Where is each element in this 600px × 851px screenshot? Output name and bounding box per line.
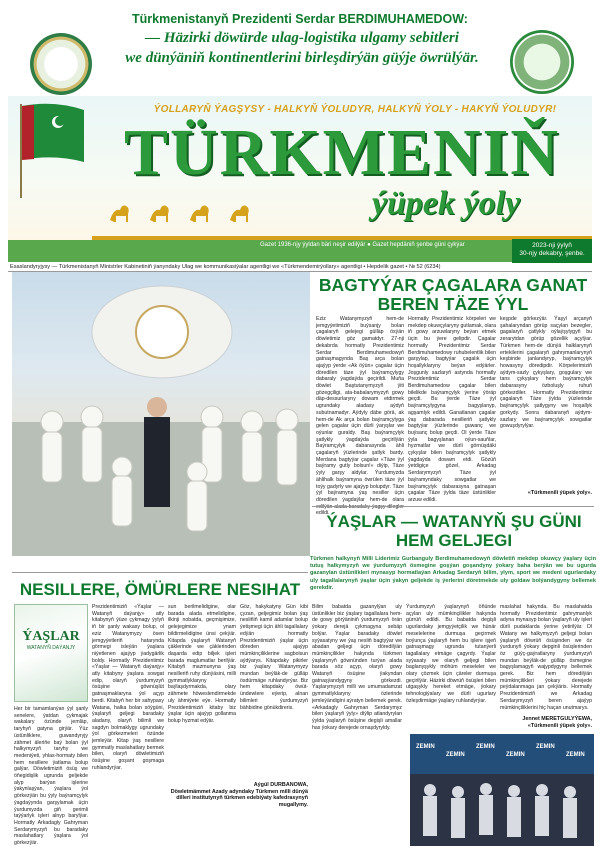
publication-info: Gazet 1936-njy ýyldan bäri neşir edilýär ● Gazet hepdäniň şenbe güni çykýar: [260, 242, 465, 248]
article1-signature: «Türkmenili ýüpek ýoly».: [527, 490, 592, 496]
book-title: ÝAŞLAR: [22, 629, 80, 644]
article3-column-2: Prezidentimiziň «Ýaşlar — Watanyň daýanjy» atly kitabynyň ýüze çykmagy ýylyň iň bir şanly wakasy bolup, ol eziz Watanymyzy ösen jemgyýetleriň hatarynda görmegi isleýän ýaşlara niýetlenen ajaýyp ýadygärlik boldy. Hormatly Prezidentimiz «Ýaşlar — Watanyň daýanjy» atly kitabyny ýaşlara sowgat edip, olaryň ýurdumyzyň ösüşine göwnüşlüt gatnaşmaklaryna ýol açyp berdi. Kitabyň her bir sahypasy Watana, halka bolan söýgüni, ýaşlaryň geljegi baradaky aladany, olaryň bilimli we sagdyn bolmaklygy ugrundaky ýol görkezmeleri özünde jemleýär. Kitap ýaş nesillere gymmatly maslahatlary bermek bilen, olaryň döwletimiziň ösüşine goşant goşmaga ruhlandyrýar.: [92, 604, 164, 771]
article1-column-2: Hormatly Prezidentimiz körpeleri we mekdep okuwçylaryny gutlamak, olara iň gowy arzuwlaryny beýan etmek üçin bu ýere gelipdir. Çagalar hormatly Prezidentimiz Serdar Berdimuhamedowy ruhubelentlik bilen garşylap, bagtyýar çagalık üçin hoşallyklaryny beýan edýärler. Joşgunly sazlaryň astynda hormatly Prezidentimiz Serdar Berdimuhamedow çagalar bilen bilelikde baýramçylyk ýerine ýöräp geçdi. Bu ýerde Täze ýyl baýramçylygyna bagyşlanyp, agşamlyk edildi. Ganatlanan çagalar ýaş dabarada nesilleriň şatlykly bagtyýar ýüzlerinde guwanç we buýsanç bolup geçdi. Ol ýerde Täze ýyla bagyşlanan oýun-sauňlar, hyzmatlar we dürli görnüşdäki çykyşlar bilen baýramçylyk şatlykly ýagdaýda dowam etdi. Gözüň ýetdigiçe gözel, Arkadag Serdarymyzyň Täze ýyl baýramyndaky sowgatlar we baýramçylyk dabarasyna gatnaşan çagalar Täze ýylda täze üstünlikler arzuw edildi.: [408, 316, 496, 503]
book-cover-image: [14, 604, 88, 702]
caravan-illustration: [100, 190, 300, 230]
founder-line: Esaslandyryjysy — Türkmenistanyň Ministrler Kabinetiniň ýanyndaky Ulag we kommunikasiýalar agentligi we «Türkmendemirýollary» agentligi • Hepdelik gazet • № 52 (6234): [10, 264, 441, 270]
ticker-1: ZEMIN: [446, 752, 465, 758]
info-weekly: Gazet hepdäniň şenbe güni çykýar: [372, 242, 465, 248]
info-founded: Gazet 1936-njy ýyldan bäri neşir edilýär: [260, 242, 366, 248]
article3-column-3: sun berilmelidigine, olar barada alada etmelidigine, ilkinji nobatda, geçmişimize, gelejegimize ynam bildirmelidigine ünsi çekýär. Kitapda ýaşlaryň Watanyň çäklerinde we çäklerinden daşarda edip biljek işleri barada maglumatlar berilýär. Kitabyň mazmunyna ýaş nesilleriň ruhy dünýäsini, milli gymmatlyklaryny baýlaşdyrmakda, olary zähmete höweslendirmekde uly ähmiýete eýe. Hormatly Prezidentimiziň kitaby biz ýaşlar üçin ajaýyp gollanma bolup hyzmat edýär.: [168, 604, 236, 724]
ticker-5: ZEMIN: [566, 752, 585, 758]
ticker-3: ZEMIN: [506, 752, 525, 758]
article1-headline: BAGTYÝAR ÇAGALARA GANAT BEREN TÄZE ÝYL: [318, 275, 588, 314]
article3-column-1: Her bir tamamlanýan ýyl şanly senelere, ýatdan çykmajak wakalary özünde jemläp, taryhyň gatyna girýär. Ýüz üstünliklere, guwandyryjy zähmet äleriňe baý bolan ýyl halkymyzyň taryhy we medeniýeti, yhlas-hormaty bilen hem nesillere ýatlama bolup galýar. Döwletimiziň ösüş we öňegidişlik ugrunda geljekde alyp barýan işlerine ýakynlaşýan, ýaşlara ýol görkezýän bu ýyly baýramçylyk ýagdaýynda garşylamak üçin ýurdumyzda giň gerimli taýýarlyk işleri alnyp barylýar. Hormatly Arkadagly Gahryman Serdarymyzyň bu baradaky maslahatlary ýaşlara ýol görkezýär.: [14, 706, 88, 847]
youth-event-photo: [410, 734, 594, 846]
article3-column-4: Göz, hakykatyny Gün kibi çyzan, geljegimiz bolan ýaş nesliňiň kamil adamlar bolup ýetişmegi üçin ähli tagallalary edýän hormatly Prezidentimiziň ýaşlar üçin döreden ajaýyp mümkinçiliklerine sagbolsun aýdýarys. Kitapdaky pikirler biz ýaşlary Watanymyzy mundan beýläk-de gülläp ösdürmäge ruhlandyrýar. Biz hem kitapdaky öwüt-ündewlere eýerip, alnan bilimleri ýurdumyzyň bähbidine gönükdireris.: [240, 604, 308, 711]
issue-year: 2023-nji ýylyň: [532, 242, 572, 249]
president-quote: [92, 28, 512, 68]
ticker-0: ZEMIN: [416, 744, 435, 750]
quote-line-1: — Häzirki döwürde ulag-logistika ulgamy sebitleri: [145, 30, 459, 46]
article2-signature: Jennet MERETGULYÝEWA, «Türkmenili ýüpek ýoly».: [522, 716, 592, 729]
anniversary-seal: [510, 30, 574, 94]
article1-column-1: Eziz Watanymyzyň hem-de jemgyýetimiziň buýsanjy bolan çagalaryň gelejegi gülläp ösýän döwletimiz göz gamatdyr. 27-nji dekabrda hormatly Prezidentimiz Serdar Berdimuhamedowyň gatnaşmagynda Baş arça bolan ajaýyp ýerde «Ak öýün» çagalar üçin döredilen täze ýyl baýramçylygy dabaraly ýagdaýda geçirildi. Muňa döwlet Baştutanymyzyň ýiti gözegçiligi, ata-babalarymyzyň gowy däp-dessurlaryny dowam etdirmek ugrundaky aladasy aýdyň subutnamadyr. Aýdyly däbe görä, ak hem-de Ak arça bolan baýramçylyga gelen çagalar üçin dürli ýaryşlar we oýunlar guraldy. Baş baýramçylyk şatlykly ýagdaýda geçirilýän Baýramçylyk dabarasynda ähli çagalaryň ýüzlerinde şatlyk bardy. Merdana bagtyýar çagalar «Täze ýyl baýramy gutly bolsun!» diýip, Täze ýyly garşy aldylar. Ýurdumyzda ählihalk baýramyna öwrülen täze ýyl toýy gadyrly we ajaýyp bolupdyr. Täze ýyl baýramyna ýaş nesiller üçin döredilen ýagdaýlar hem-de olara edildi.: [316, 316, 404, 517]
article1-column-3: keşpde görkezýär. Ýaşyl arçanyň şahalaryndan görüp saçylan bezegler, gagalaryň çatlykly oýlaýşylygyň bu zerarytdan görüp gözellik açylýar. Türkmen hem-de dünýä halklarynyň ertekilerini çagalaryň gahrymanlarynyň keşbinde janlandyryp, baýramçylyk howasyny döredipdir. Körpelerimiziň aýdym-sazly çykyşlary, goşgulary we tans çykyşlary hem baýramçylyk dabarasyny özboluşly ruhuň görkezdiler. Hormatly Prezidentimiz çagalaryň Täze ýylda ýüzlerinde baýramçylyk şatlygyny we hoşallyk gorkydy. Sonra dabaranyň aýdym-sazlary we baýramçylyk sowgatlar gowuşdyrylýar.: [500, 316, 592, 430]
newspaper-title: TÜRKMENIŇ: [123, 116, 560, 189]
article3-signature: Aýgül DURBANOWA, Döwletmämmet Azady adyndaky Türkmen milli dünýä dilleri institutynyň türkmen edebiýaty kafedrasynyň mugallymy.: [170, 782, 308, 808]
quote-line-2: we dünýäniň kontinentlerini birleşdirýän güýje öwrülýär.: [125, 50, 479, 66]
book-subtitle: WATANYŇ DAÝANJY: [26, 645, 76, 651]
article1-rule: [312, 506, 594, 507]
ticker-2: ZEMIN: [476, 744, 495, 750]
article3-rule: [12, 572, 308, 573]
president-line: Türkmenistanyň Prezidenti Serdar BERDIMUHAMEDOW:: [132, 12, 468, 26]
issue-day: 30-njy dekabry, şenbe.: [519, 250, 585, 257]
issue-date-box: [512, 239, 592, 263]
flag-image: [14, 100, 90, 200]
article2-column-1: Bilim babatda gazanylýan uly üstünlikler biz ýaşlary tagallalara hem-de gowy görýäniniň ýurdumyzyň örän ýokary derejä çykmagyna sebäp bolýar. Ýaşlar baradaky döwlet syýasatyny we ýaş nesliň bagtyýar we abadan geljegi üçin döredilýän mümkinçilikler hakynda türkmen ýaşlarynyň göwnünden turýan alada barada söz açyp, olaryň gowy Watanyň ösüşine ýakyndan gatnaşýandygyny görkezdi. Ýaşlarymyzyň milli we umumadamzat gymmatlyklaryny özlerinde jemleýändigini aýratyn bellemek gerek. «Arkadagly Gahryman Serdarymyz bilen ýaşlaryň ýyly» diýlip atlandyrylan ýylda ýaşlaryň ösüşine degişli amallar has ýokary derejede ornaşdyryldy.: [312, 604, 402, 731]
article2-headline: ÝAŞLAR — WATANYŇ ŞU GÜNI HEM GELJEGI: [326, 512, 582, 550]
ticker-4: ZEMIN: [536, 744, 555, 750]
state-emblem-seal: [30, 33, 92, 95]
newspaper-subtitle: ýüpek ýoly: [371, 185, 521, 222]
masthead-slogan: ÝOLLARYŇ ÝAGŞYSY - HALKYŇ ÝOLUDYR, HALKYŇ ÝOLY - HAKYŇ ÝOLUDYR!: [153, 104, 557, 115]
article3-headline: NESILLERE, ÖMÜRLERE NESIHAT: [19, 580, 301, 599]
article2-column-3: maslahat hakynda. Bu maslahatda hormatly Prezidentimiz gahrymanlyk adyna mynasyp bolan ýaşlaryň uly işleri dürli pudaklarda ýerine ýetirilýär. Ol Watany we halkymyzyň geljegi bolan ýaşlaryň döwrüň ösüşinden we öz ýurdunyň ýokary depginli ösüşlerinden öz güýç-gaýratlaryny ýurdumyzyň mundan beýläk-de gülläp ösmegine bagyşlamagyň wajypdygyny bellemek gerek. Biz hem döredilýän mümkinçilikleri ýokary derejede peýdalanmaga jan çekýäris. Hormatly Prezidentimiziň we Arkadag Serdarymyzyň beren ajaýyp mümkinçiliklerini hiç haçan unutmarys.: [500, 604, 592, 711]
article2-lead: Türkmen halkynyň Milli Liderimiz Gurbanguly Berdimuhamedowyň döwletiň mekdep okuwçy ýaşlary üçin tutuş halkymyzyň we ýurdumyzyň ösmegine goşýan goşandyny ýokary baha berýän we bu ugurda gazanylan üstünlikleri mynasyp hormatlaýan Arkadag Serdaryň bilim, ylym, sport we medeni ugurlardaky uly tagallalarynyň ýaşlar üçin ýakyn geljekde iş ýerlerini döretmekde uly goldaw bolýandygyny bellemek gerekdir.: [310, 556, 596, 591]
president-with-children-photo: [12, 272, 310, 556]
article2-column-2: Ýurdumyzyň ýaşlarynyň öňünde açylan uly mümkinçilikler hakynda gürrüň edildi. Bu babatda degişli ugurlardaky jemgyýetçilik we hünär meselelerine durmuşa geçirmek boýunça ýaşlaryň hem bu işlere işjeň gatnaşmagy ugrunda tutanýerli tagallalary etmäge çagyrdy. Ýaşlar syýasaty we olaryň geljegi bilen baglanyşykly möhüm meseleler we olary çözmek üçin çäreler durmuşa geçirilýär. Häzirki döwrüň ösüşleri bilen utgaşykly hereket etmäge, ýokary tehnologiýalary we dürli ugurlary özleşdirmäge ýaşlary ruhlandyrýar.: [406, 604, 496, 704]
